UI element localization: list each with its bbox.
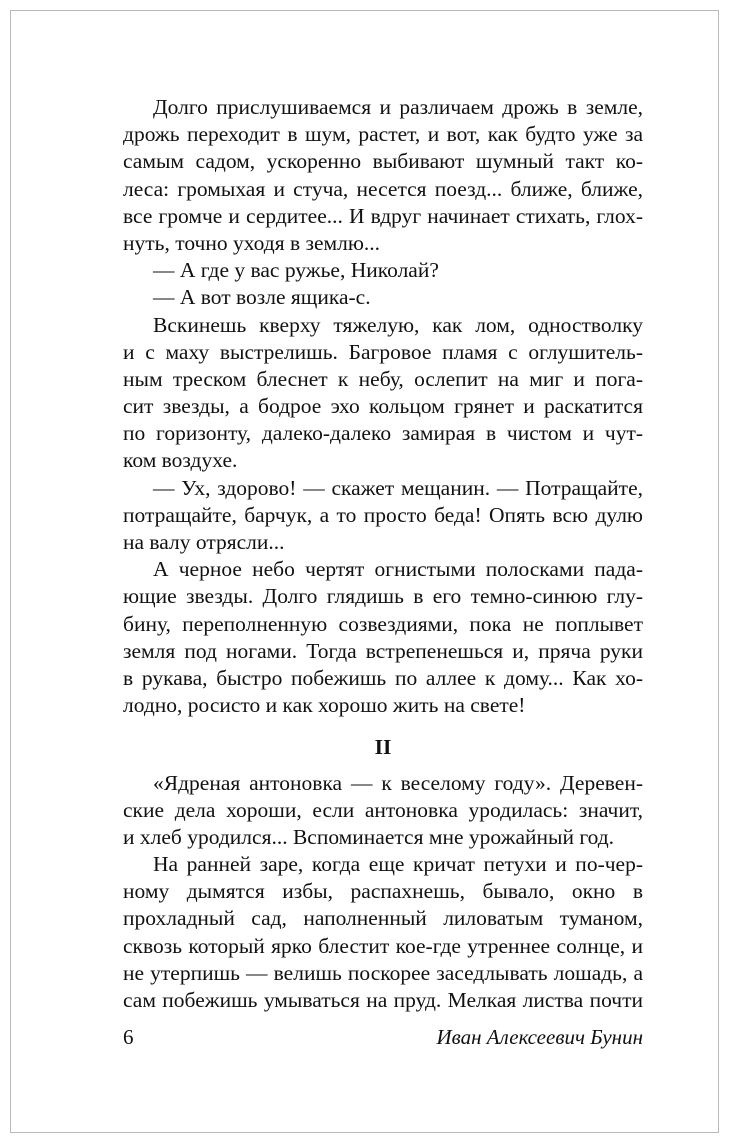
text-line: по горизонту, далеко-далеко замирая в чистом и чут- <box>123 421 643 446</box>
text-line: все громче и сердитее... И вдруг начинает стихать, глох- <box>123 203 643 228</box>
text-line: леса: громыхая и стуча, несется поезд... ближе, ближе, <box>123 176 643 201</box>
text-line: ющие звезды. Долго глядишь в его темно-синюю глу- <box>123 584 643 609</box>
text-line: сам побежишь умываться на пруд. Мелкая листва почти <box>123 988 643 1012</box>
text-line: прохладный сад, наполненный лиловатым туманом, <box>123 906 643 931</box>
text-line: На ранней заре, когда еще кричат петухи и по-чер- <box>153 852 643 877</box>
text-line: «Ядреная антоновка — к веселому году». Деревен- <box>153 770 643 795</box>
text-line: самым садом, ускоренно выбивают шумный такт ко- <box>123 149 643 174</box>
text-line: на валу отрясли... <box>123 530 285 554</box>
text-line: Долго прислушиваемся и различаем дрожь в земле, <box>153 95 643 119</box>
text-line: ным треском блеснет к небу, ослепит на миг и пога- <box>123 366 643 391</box>
text-line: и с маху выстрелишь. Багровое пламя с оглушитель- <box>123 339 643 364</box>
text-line: не утерпишь — велишь поскорее заседлывать лошадь, а <box>123 960 643 985</box>
dialogue-line: — А где у вас ружье, Николай? <box>153 258 439 283</box>
text-line: А черное небо чертят огнистыми полосками пада- <box>153 557 643 582</box>
running-author: Иван Алексеевич Бунин <box>436 1025 643 1049</box>
body-text <box>123 94 643 1014</box>
page-number: 6 <box>123 1025 134 1049</box>
section-heading: II <box>374 735 392 760</box>
text-line: лодно, росисто и как хорошо жить на свете! <box>123 693 526 718</box>
text-line: нуть, точно уходя в землю... <box>123 230 381 255</box>
text-line: земля под ногами. Тогда встрепенешься и, пряча руки <box>123 638 643 663</box>
text-line: ком воздухе. <box>123 448 238 473</box>
text-line: ному дымятся избы, распахнешь, бывало, окно в <box>123 879 643 904</box>
dialogue-line: — Ух, здорово! — скажет мещанин. — Потращайте, <box>153 475 643 500</box>
text-line: сквозь который ярко блестит кое-где утреннее солнце, и <box>123 933 643 958</box>
text-line: в рукава, быстро побежишь по аллее к дому... Как хо- <box>123 665 643 690</box>
text-line: и хлеб уродился... Вспоминается мне урожайный год. <box>123 824 615 849</box>
text-line: потращайте, барчук, а то просто беда! Опять всю дулю <box>123 502 643 527</box>
text-line: ские дела хороши, если антоновка уродилась: значит, <box>123 797 643 822</box>
text-line: бину, переполненную созвездиями, пока не поплывет <box>123 611 643 636</box>
text-line: Вскинешь кверху тяжелую, как лом, одностволку <box>153 312 643 337</box>
text-line: дрожь переходит в шум, растет, и вот, как будто уже за <box>123 122 643 147</box>
dialogue-line: — А вот возле ящика-с. <box>153 285 371 310</box>
text-line: сит звезды, а бодрое эхо кольцом грянет и раскатится <box>123 394 643 419</box>
